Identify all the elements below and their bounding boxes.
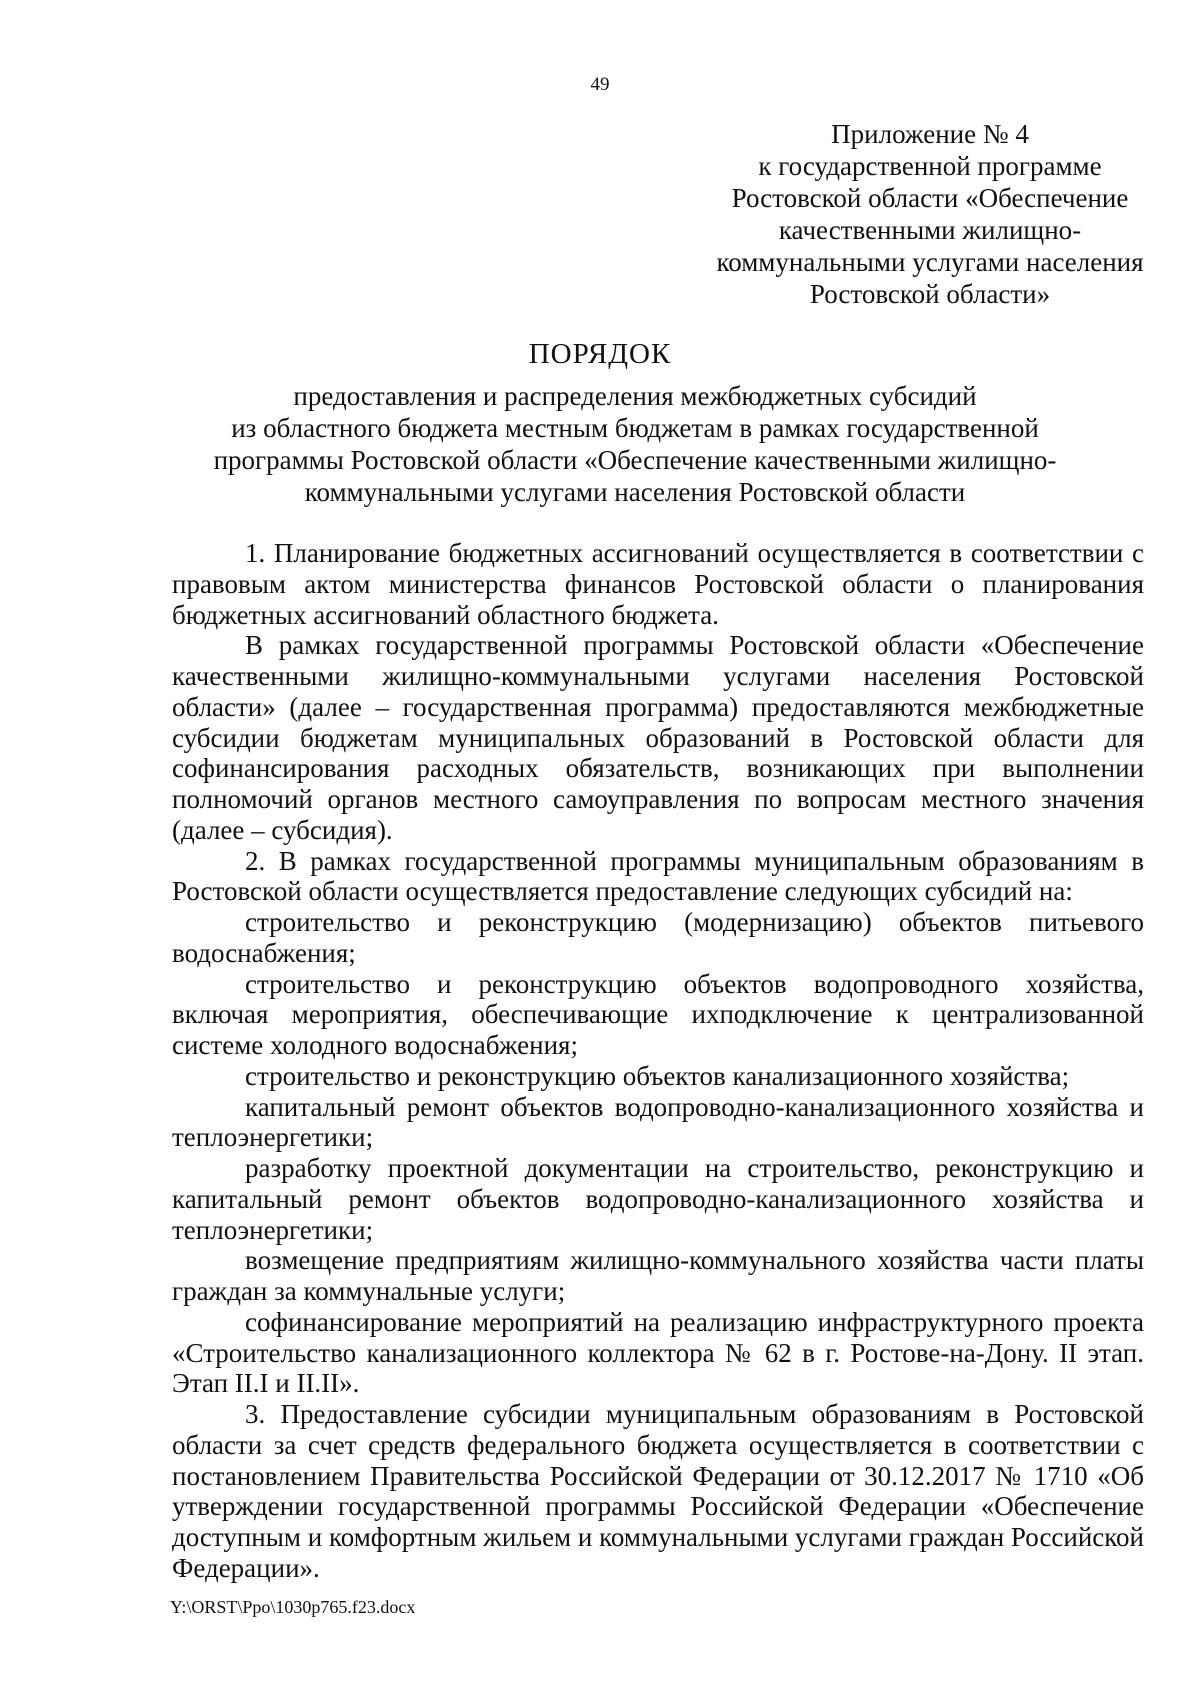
appendix-line: к государственной программе <box>758 151 1102 181</box>
paragraph: строительство и реконструкцию объектов водопроводного хозяйства, включая мероприятия, обеспечивающие ихподключение к централизованной системе холодного водоснабжения; <box>172 968 1144 1060</box>
paragraph: софинансирование мероприятий на реализацию инфраструктурного проекта «Строительство канализационного коллектора № 62 в г. Ростове-на-Дону. II этап. Этап II.I и II.II». <box>172 1306 1144 1399</box>
appendix-line: Приложение № 4 <box>831 119 1029 149</box>
subtitle-line: коммунальными услугами населения Ростовской области <box>304 477 966 507</box>
paragraph: строительство и реконструкцию (модернизацию) объектов питьевого водоснабжения; <box>172 907 1144 968</box>
subtitle-line: предоставления и распределения межбюджетных субсидий <box>293 381 977 411</box>
appendix-header <box>680 118 1180 310</box>
subtitle-line: программы Ростовской области «Обеспечение качественными жилищно- <box>213 445 1057 475</box>
paragraph: строительство и реконструкцию объектов канализационного хозяйства; <box>245 1060 1070 1091</box>
paragraph: 2. В рамках государственной программы муниципальным образованиям в Ростовской области осуществляется предоставление следующих субсидий на: <box>172 845 1144 907</box>
appendix-line: Ростовской области» <box>809 279 1051 309</box>
appendix-line: коммунальными услугами населения <box>716 247 1144 277</box>
page-number: 49 <box>590 74 610 95</box>
paragraph: капитальный ремонт объектов водопроводно-канализационного хозяйства и теплоэнергетики; <box>172 1091 1144 1153</box>
paragraph: В рамках государственной программы Ростовской области «Обеспечение качественными жилищно-коммунальными услугами населения Ростовской области» (далее – государственная программа) предоставляются межбюджетные субсидии бюджетам муниципальных образований в Ростовской области для софинансирования расходных обязательств, возникающих при выполнении полномочий органов местного самоуправления по вопросам местного значения (далее – субсидия). <box>172 630 1144 845</box>
document-body <box>172 538 1144 1584</box>
document-subtitle <box>195 380 1075 508</box>
subtitle-line: из областного бюджета местным бюджетам в рамках государственной <box>231 413 1039 443</box>
appendix-line: качественными жилищно- <box>778 215 1082 245</box>
paragraph: 3. Предоставление субсидии муниципальным образованиям в Ростовской области за счет средств федерального бюджета осуществляется в соответствии с постановлением Правительства Российской Федерации от 30.12.2017 № 1710 «Об утверждении государственной программы Российской Федерации «Обеспечение доступным и комфортным жильем и коммунальными услугами граждан Российской Федерации». <box>172 1399 1144 1583</box>
paragraph: возмещение предприятиям жилищно-коммунального хозяйства части платы граждан за коммунальные услуги; <box>172 1245 1144 1306</box>
paragraph: разработку проектной документации на строительство, реконструкцию и капитальный ремонт объектов водопроводно-канализационного хозяйства и теплоэнергетики; <box>172 1153 1144 1245</box>
file-path-footer: Y:\ORST\Ppo\1030p765.f23.docx <box>170 1597 416 1617</box>
appendix-line: Ростовской области «Обеспечение <box>731 183 1129 213</box>
paragraph: 1. Планирование бюджетных ассигнований осуществляется в соответствии с правовым актом министерства финансов Ростовской области о планирования бюджетных ассигнований областного бюджета. <box>172 538 1144 630</box>
document-title: ПОРЯДОК <box>528 338 672 370</box>
